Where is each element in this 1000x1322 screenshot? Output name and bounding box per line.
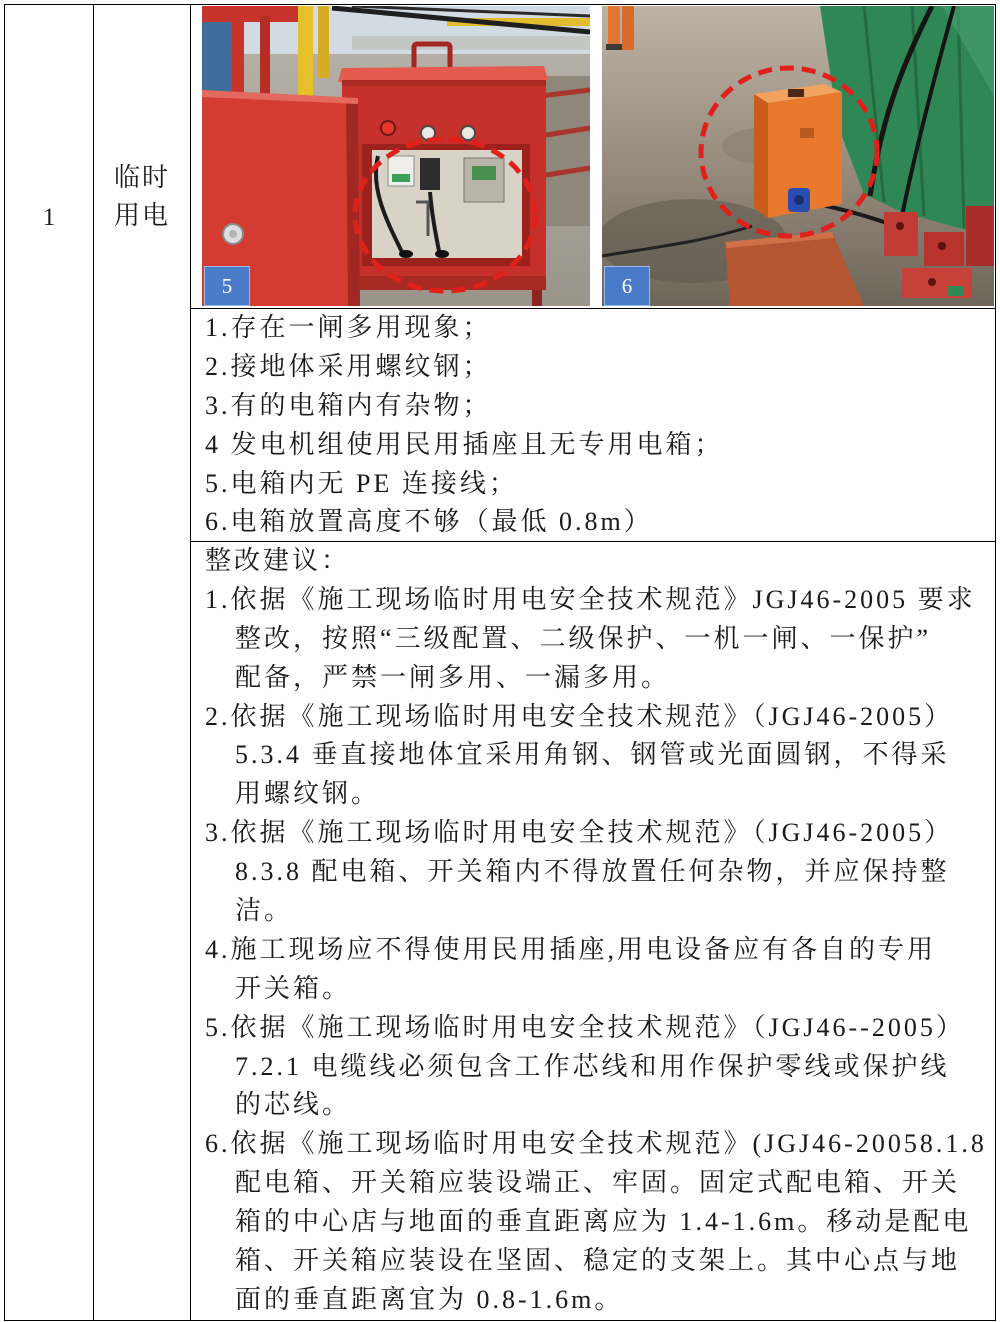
row-number-cell xyxy=(5,5,93,1319)
suggestion-line: 7.2.1 电缆线必须包含工作芯线和用作保护零线或保护线 xyxy=(235,1051,950,1081)
suggestion-item xyxy=(205,698,995,815)
suggestion-item xyxy=(205,931,995,1009)
suggestion-line: 3.依据《施工现场临时用电安全技术规范》（JGJ46-2005） xyxy=(205,818,954,848)
suggestion-line: 1.依据《施工现场临时用电安全技术规范》JGJ46-2005 要求 xyxy=(205,584,976,614)
suggestions-heading: 整改建议： xyxy=(205,546,351,575)
issue-item: 2.接地体采用螺纹钢； xyxy=(205,351,492,381)
issue-item: 4 发电机组使用民用插座且无专用电箱； xyxy=(205,429,724,459)
suggestion-line: 开关箱。 xyxy=(235,973,352,1003)
table-border-bottom xyxy=(4,1320,996,1321)
issues-list xyxy=(191,309,995,541)
suggestion-line: 4.施工现场应不得使用民用插座,用电设备应有各自的专用 xyxy=(205,934,937,964)
photo-5 xyxy=(202,6,590,306)
issue-item: 3.有的电箱内有杂物； xyxy=(205,390,492,420)
photo-label: 6 xyxy=(604,266,650,306)
suggestion-line: 面的垂直距离宜为 0.8-1.6m。 xyxy=(235,1284,624,1314)
suggestion-item xyxy=(205,1125,995,1319)
category-cell xyxy=(94,5,190,1319)
suggestion-line: 6.依据《施工现场临时用电安全技术规范》(JGJ46-20058.1.8 xyxy=(205,1129,987,1159)
category-label-line: 用电 xyxy=(113,201,170,230)
suggestion-line: 5.依据《施工现场临时用电安全技术规范》（JGJ46--2005） xyxy=(205,1012,965,1042)
suggestion-line: 洁。 xyxy=(235,896,294,926)
suggestion-line: 5.3.4 垂直接地体宜采用角钢、钢管或光面圆钢，不得采 xyxy=(235,740,950,770)
electrical-box xyxy=(338,44,548,306)
suggestion-item xyxy=(205,814,995,931)
suggestion-item xyxy=(205,581,995,698)
worker-legs xyxy=(606,6,634,50)
photo-6-image xyxy=(602,6,994,306)
photo-5-image xyxy=(202,6,590,306)
suggestion-line: 的芯线。 xyxy=(235,1090,352,1120)
photo-6 xyxy=(602,6,994,306)
issue-item: 6.电箱放置高度不够（最低 0.8m） xyxy=(205,507,653,537)
suggestion-line: 配备，严禁一闸多用、一漏多用。 xyxy=(235,662,671,692)
issue-item: 1.存在一闸多用现象； xyxy=(205,313,492,342)
row-number: 1 xyxy=(42,204,56,231)
suggestions-section xyxy=(191,542,995,1320)
suggestion-line: 箱的中心店与地面的垂直距离应为 1.4-1.6m。移动是配电 xyxy=(235,1207,972,1237)
suggestion-line: 整改，按照“三级配置、二级保护、一机一闸、一保护” xyxy=(235,623,932,653)
suggestion-line: 2.依据《施工现场临时用电安全技术规范》（JGJ46-2005） xyxy=(205,701,954,731)
suggestion-line: 配电箱、开关箱应装设端正、牢固。固定式配电箱、开关 xyxy=(235,1168,961,1198)
table-border-right xyxy=(995,4,996,1321)
suggestion-line: 8.3.8 配电箱、开关箱内不得放置任何杂物，并应保持整 xyxy=(235,857,950,887)
suggestion-line: 箱、开关箱应装设在坚固、稳定的支架上。其中心点与地 xyxy=(235,1246,961,1276)
category-label-line: 临时 xyxy=(113,163,170,192)
photo-label: 5 xyxy=(204,266,250,306)
issue-item: 5.电箱内无 PE 连接线； xyxy=(205,468,518,498)
suggestion-line: 用螺纹钢。 xyxy=(235,779,381,809)
suggestion-item xyxy=(205,1009,995,1126)
blue-plug xyxy=(788,188,810,212)
photo-row xyxy=(191,5,995,308)
